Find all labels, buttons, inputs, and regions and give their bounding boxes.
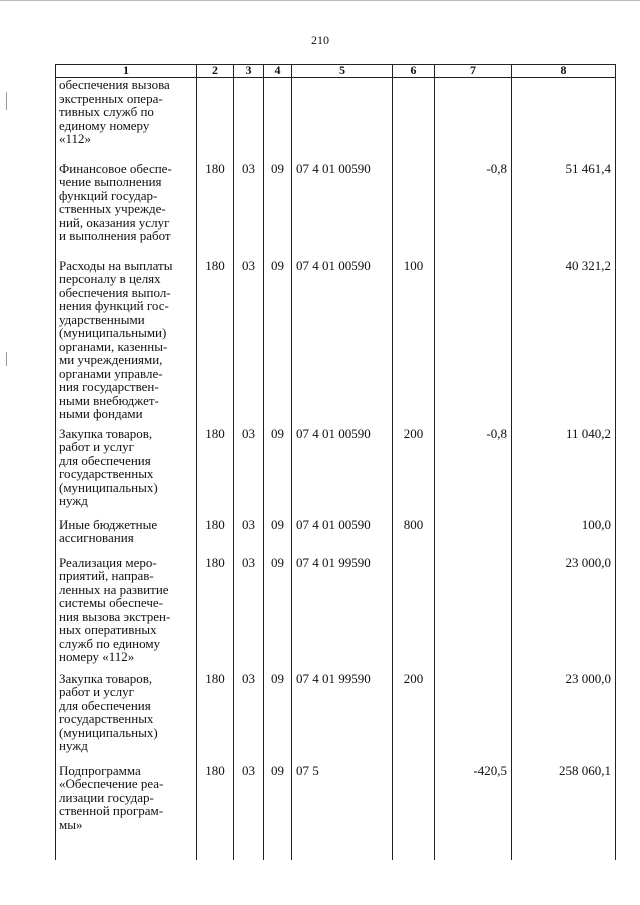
cell-col4: 09	[264, 162, 292, 259]
cell-col8: 23 000,0	[512, 556, 616, 672]
header-cell: 1	[56, 65, 197, 78]
cell-col7	[435, 78, 512, 162]
cell-col5: 07 4 01 99590	[292, 672, 393, 764]
cell-col7: -0,8	[435, 427, 512, 518]
cell-col2: 180	[197, 518, 234, 556]
cell-col8	[512, 78, 616, 162]
header-cell: 3	[234, 65, 264, 78]
cell-col6: 200	[393, 427, 435, 518]
cell-col4: 09	[264, 259, 292, 427]
cell-col8: 258 060,1	[512, 764, 616, 860]
cell-col7	[435, 556, 512, 672]
cell-col7: -0,8	[435, 162, 512, 259]
row-name: Расходы на выплаты персоналу в целях обеспечения выпол- нения функций гос- ударственными (муниципальными) органами, казенны- ми учреждениями, органами управле- ния государствен- ными внебюджет- ными фондами	[56, 259, 197, 427]
cell-col3: 03	[234, 672, 264, 764]
table-row	[56, 518, 616, 556]
cell-col7	[435, 672, 512, 764]
cell-col8: 51 461,4	[512, 162, 616, 259]
row-name: Закупка товаров, работ и услуг для обеспечения государственных (муниципальных) нужд	[56, 427, 197, 518]
table-row	[56, 259, 616, 427]
header-cell: 8	[512, 65, 616, 78]
cell-col2: 180	[197, 259, 234, 427]
row-name: Реализация меро- приятий, направ- ленных на развитие системы обеспече- ния вызова экстрен- ных оперативных служб по единому номеру «112»	[56, 556, 197, 672]
row-name: Финансовое обеспе- чение выполнения функций государ- ственных учрежде- ний, оказания услуг и выполнения работ	[56, 162, 197, 259]
cell-col8: 100,0	[512, 518, 616, 556]
table-row	[56, 556, 616, 672]
cell-col3: 03	[234, 518, 264, 556]
cell-col6	[393, 162, 435, 259]
cell-col2	[197, 78, 234, 162]
header-cell: 6	[393, 65, 435, 78]
cell-col8: 23 000,0	[512, 672, 616, 764]
table-row	[56, 672, 616, 764]
cell-col5: 07 4 01 00590	[292, 518, 393, 556]
header-row	[56, 65, 616, 78]
cell-col7: -420,5	[435, 764, 512, 860]
cell-col4: 09	[264, 672, 292, 764]
row-name: обеспечения вызова экстренных опера- тивных служб по единому номеру «112»	[56, 78, 197, 162]
table-row	[56, 162, 616, 259]
cell-col8: 40 321,2	[512, 259, 616, 427]
table-row	[56, 764, 616, 860]
cell-col4: 09	[264, 427, 292, 518]
cell-col6	[393, 556, 435, 672]
cell-col5: 07 4 01 99590	[292, 556, 393, 672]
cell-col5: 07 5	[292, 764, 393, 860]
cell-col3: 03	[234, 162, 264, 259]
cell-col3: 03	[234, 556, 264, 672]
top-edge-rule	[0, 0, 640, 1]
cell-col4: 09	[264, 556, 292, 672]
cell-col5: 07 4 01 00590	[292, 259, 393, 427]
cell-col6	[393, 78, 435, 162]
budget-table	[55, 64, 616, 860]
cell-col3: 03	[234, 259, 264, 427]
row-name: Подпрограмма «Обеспечение реа- лизации государ- ственной програм- мы»	[56, 764, 197, 860]
cell-col4: 09	[264, 518, 292, 556]
cell-col2: 180	[197, 764, 234, 860]
cell-col6: 200	[393, 672, 435, 764]
cell-col5: 07 4 01 00590	[292, 162, 393, 259]
page-number: 210	[311, 33, 329, 47]
cell-col2: 180	[197, 672, 234, 764]
table-row	[56, 427, 616, 518]
margin-mark	[6, 352, 7, 366]
cell-col7	[435, 259, 512, 427]
cell-col5: 07 4 01 00590	[292, 427, 393, 518]
cell-col3	[234, 78, 264, 162]
cell-col6: 800	[393, 518, 435, 556]
header-cell: 4	[264, 65, 292, 78]
header-cell: 5	[292, 65, 393, 78]
cell-col6: 100	[393, 259, 435, 427]
row-name: Иные бюджетные ассигнования	[56, 518, 197, 556]
cell-col5	[292, 78, 393, 162]
cell-col2: 180	[197, 556, 234, 672]
row-name: Закупка товаров, работ и услуг для обеспечения государственных (муниципальных) нужд	[56, 672, 197, 764]
cell-col3: 03	[234, 427, 264, 518]
cell-col2: 180	[197, 162, 234, 259]
cell-col8: 11 040,2	[512, 427, 616, 518]
cell-col3: 03	[234, 764, 264, 860]
cell-col2: 180	[197, 427, 234, 518]
cell-col4	[264, 78, 292, 162]
cell-col4: 09	[264, 764, 292, 860]
cell-col7	[435, 518, 512, 556]
margin-mark	[6, 92, 7, 110]
cell-col6	[393, 764, 435, 860]
table-row	[56, 78, 616, 162]
header-cell: 2	[197, 65, 234, 78]
header-cell: 7	[435, 65, 512, 78]
